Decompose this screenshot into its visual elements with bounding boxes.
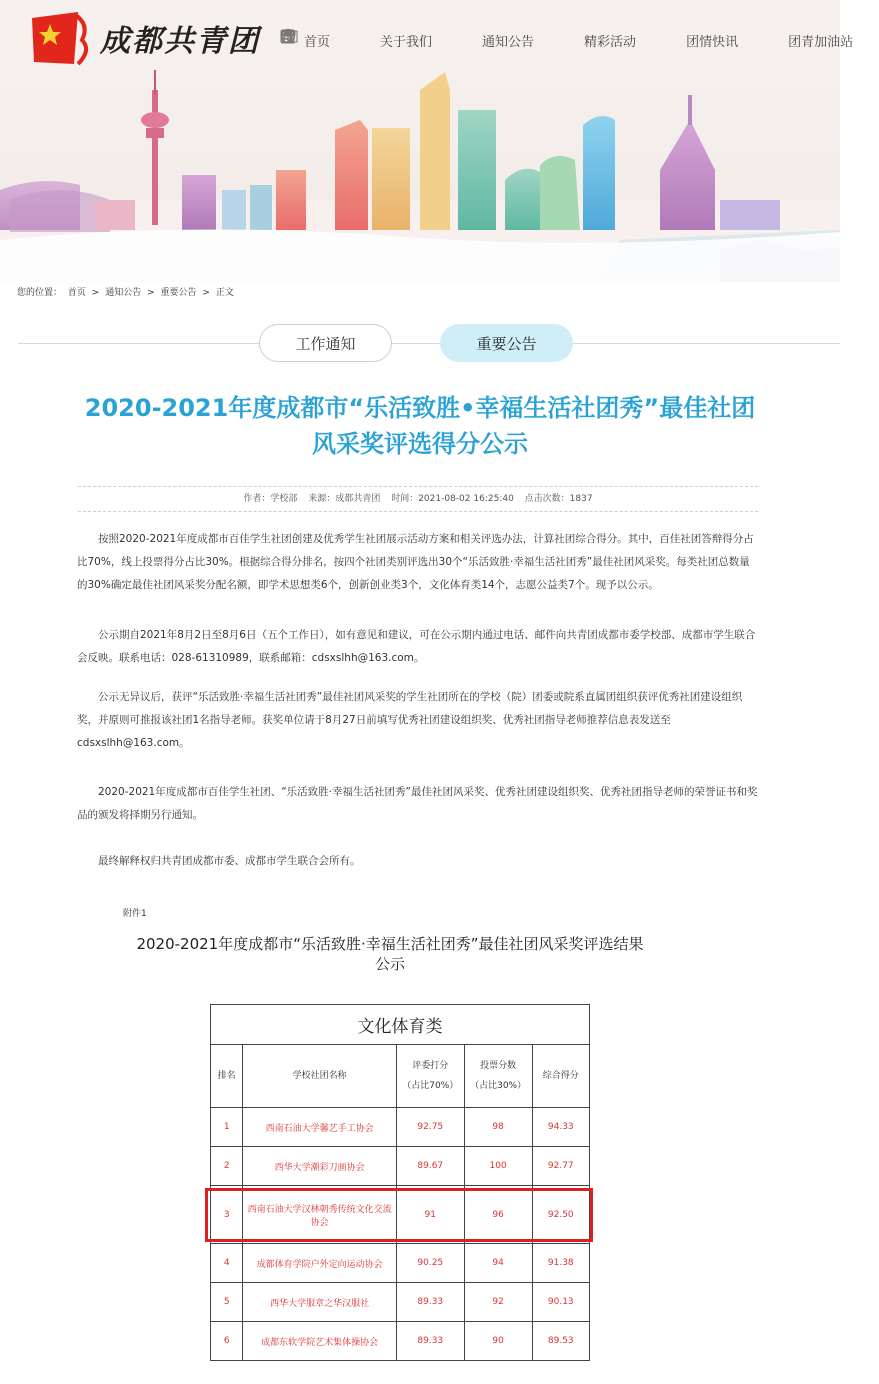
meta-author: 作者：学校部 (243, 494, 298, 504)
header-name: 学校社团名称 (243, 1045, 396, 1108)
article-meta (78, 491, 758, 504)
header-vote-label: 投票分数 (480, 1061, 517, 1071)
attachment-title-line: 公示 (374, 955, 405, 973)
nav-label: 通知公告 (482, 34, 535, 50)
table-row (211, 1244, 590, 1283)
cell-rank: 2 (211, 1147, 243, 1186)
article-paragraph (77, 850, 759, 873)
header-vote (464, 1045, 532, 1108)
breadcrumb-important[interactable]: 重要公告 (160, 288, 197, 298)
paragraph-text: 2020-2021年度成都市百佳学生社团、“乐活致胜·幸福生活社团秀”最佳社团风采奖、优秀社团建设组织奖、优秀社团指导老师的荣誉证书和奖品的颁发将择期另行通知。 (77, 786, 758, 821)
tab-important-notice[interactable]: 重要公告 (440, 324, 573, 362)
paragraph-text: 公示无异议后，获评“乐活致胜·幸福生活社团秀”最佳社团风采奖的学生社团所在的学校（院）团委或院系直属团组织获评优秀社团建设组织奖，并原则可推报该社团1名指导老师。获奖单位请于8月27日前填写优秀社团建设组织奖、优秀社团指导老师推荐信息表发送至cdsxslhh@163.com。 (77, 691, 743, 749)
tab-work-notice[interactable]: 工作通知 (259, 324, 392, 362)
gift-icon (560, 31, 578, 49)
nav-label: 团青加油站 (788, 34, 854, 50)
cell-name: 成都体育学院户外定向运动协会 (243, 1244, 396, 1283)
breadcrumb-current: 正文 (215, 288, 234, 298)
info-icon (356, 31, 374, 49)
header-vote-sub: （占比30%） (470, 1081, 527, 1091)
cell-name: 西华大学潮彩刀画协会 (243, 1147, 396, 1186)
article-paragraph (77, 781, 759, 827)
nav-activities[interactable] (560, 31, 636, 50)
cell-vote: 90 (464, 1322, 532, 1361)
cell-judge: 89.67 (396, 1147, 464, 1186)
megaphone-icon (458, 31, 476, 49)
site-title: 成都共青团 (100, 24, 260, 59)
category-tabs (259, 324, 573, 362)
results-table (210, 1004, 590, 1361)
header-total: 综合得分 (532, 1045, 589, 1108)
article-title-line: 风采奖评选得分公示 (312, 430, 528, 458)
attachment-title (110, 934, 670, 974)
cell-name: 成都东软学院艺术集体操协会 (243, 1322, 396, 1361)
article-paragraph (77, 624, 759, 670)
header-judge-sub: （占比70%） (402, 1081, 459, 1091)
table-row (211, 1108, 590, 1147)
breadcrumb (17, 285, 237, 298)
cell-vote: 100 (464, 1147, 532, 1186)
article-paragraph (77, 686, 759, 755)
cell-judge: 91 (396, 1186, 464, 1244)
cell-vote: 96 (464, 1186, 532, 1244)
site-logo[interactable] (30, 10, 266, 66)
article-title (60, 390, 780, 462)
cell-rank: 6 (211, 1322, 243, 1361)
cell-vote: 98 (464, 1108, 532, 1147)
header-judge-label: 评委打分 (412, 1061, 449, 1071)
paragraph-text: 最终解释权归共青团成都市委、成都市学生联合会所有。 (98, 855, 361, 867)
breadcrumb-separator: > (147, 288, 155, 298)
cell-judge: 92.75 (396, 1108, 464, 1147)
cell-rank: 5 (211, 1283, 243, 1322)
table-header-row (211, 1045, 590, 1108)
news-icon (662, 31, 680, 49)
nav-label: 关于我们 (380, 34, 433, 50)
table-row (211, 1322, 590, 1361)
header-judge (396, 1045, 464, 1108)
meta-clicks: 点击次数：1837 (524, 494, 593, 504)
cell-judge: 90.25 (396, 1244, 464, 1283)
cell-name: 西南石油大学汉林朝秀传统文化交流协会 (243, 1186, 396, 1244)
article-paragraph (77, 528, 759, 597)
cell-total: 92.77 (532, 1147, 589, 1186)
breadcrumb-prefix: 您的位置： (17, 288, 63, 298)
nav-notice[interactable] (458, 31, 534, 50)
nav-label: 团情快讯 (686, 34, 739, 50)
divider (78, 511, 758, 512)
header-rank: 排名 (211, 1045, 243, 1108)
cell-vote: 92 (464, 1283, 532, 1322)
cell-rank: 1 (211, 1108, 243, 1147)
paragraph-text: 按照2020-2021年度成都市百佳学生社团创建及优秀学生社团展示活动方案和相关评选办法，计算社团综合得分。其中，百佳社团答辩得分占比70%，线上投票得分占比30%。根据综合得分排名，按四个社团类别评选出30个“乐活致胜·幸福生活社团秀”最佳社团风采奖。每类社团总数量的30%确定最佳社团风采奖分配名额，即学术思想类6个，创新创业类3个，文化体育类14个，志愿公益类7个。现予以公示。 (77, 533, 754, 591)
breadcrumb-home[interactable]: 首页 (67, 288, 86, 298)
nav-about[interactable] (356, 31, 432, 50)
cell-total: 92.50 (532, 1186, 589, 1244)
header-banner (0, 0, 854, 282)
highlight-box (205, 1188, 593, 1242)
nav-label: 首页 (304, 34, 331, 50)
cell-rank: 4 (211, 1244, 243, 1283)
cell-vote: 94 (464, 1244, 532, 1283)
cell-name: 西南石油大学馨艺手工协会 (243, 1108, 396, 1147)
book-icon (764, 31, 782, 49)
cell-rank: 3 (211, 1186, 243, 1244)
paragraph-text: 公示期自2021年8月2日至8月6日（五个工作日），如有意见和建议，可在公示期内通过电话、邮件向共青团成都市委学校部、成都市学生联合会反映。联系电话：028-61310989，联系邮箱：cdsxslhh@163.com。 (77, 629, 756, 664)
cell-judge: 89.33 (396, 1283, 464, 1322)
cell-name: 西华大学服章之华汉服社 (243, 1283, 396, 1322)
nav-label: 精彩活动 (584, 34, 637, 50)
cell-total: 90.13 (532, 1283, 589, 1322)
nav-news[interactable] (662, 31, 738, 50)
cell-total: 91.38 (532, 1244, 589, 1283)
table-row (211, 1283, 590, 1322)
cell-judge: 89.33 (396, 1322, 464, 1361)
cell-total: 94.33 (532, 1108, 589, 1147)
article-title-line: 2020-2021年度成都市“乐活致胜•幸福生活社团秀”最佳社团 (84, 394, 756, 422)
divider (78, 486, 758, 487)
meta-source: 来源：成都共青团 (308, 494, 381, 504)
breadcrumb-notice[interactable]: 通知公告 (105, 288, 142, 298)
breadcrumb-separator: > (91, 288, 100, 298)
table-row (211, 1147, 590, 1186)
table-category: 文化体育类 (211, 1005, 590, 1045)
attachment-title-line: 2020-2021年度成都市“乐活致胜·幸福生活社团秀”最佳社团风采奖评选结果 (136, 935, 644, 953)
cell-total: 89.53 (532, 1322, 589, 1361)
main-nav (280, 28, 879, 52)
youth-league-emblem-icon (30, 10, 92, 66)
meta-time: 时间：2021-08-02 16:25:40 (391, 494, 514, 504)
breadcrumb-separator: > (202, 288, 210, 298)
nav-station[interactable] (764, 31, 853, 50)
attachment-label: 附件1 (123, 909, 147, 919)
